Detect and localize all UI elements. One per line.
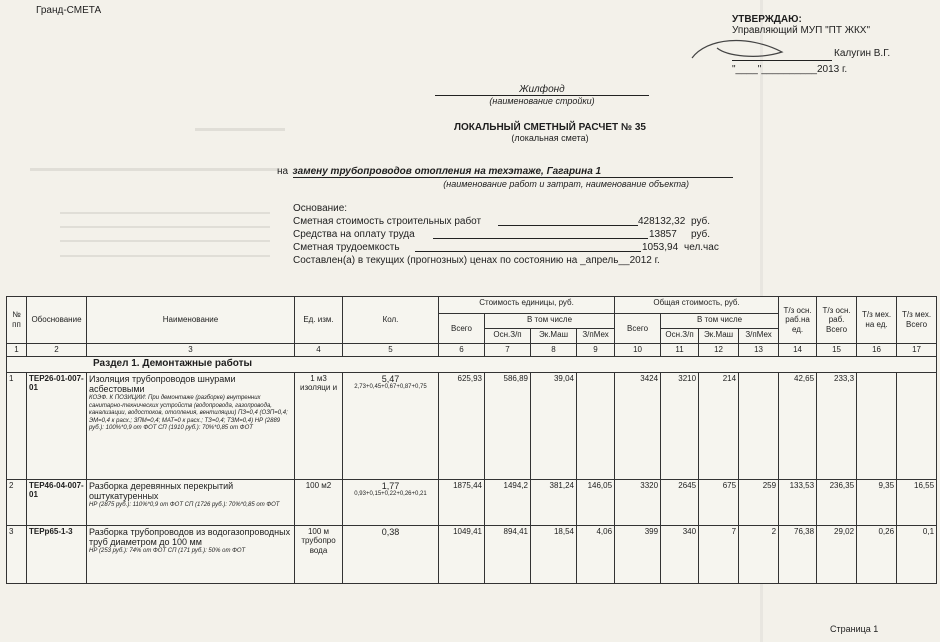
- header-unit-cost: Стоимость единицы, руб.: [439, 297, 615, 314]
- row-total-mach: 214: [699, 372, 739, 479]
- row-labor-unit: 133,53: [779, 479, 817, 525]
- row-unit-wage: 586,89: [485, 372, 531, 479]
- row-mech-unit: 9,35: [857, 479, 897, 525]
- row-mech-total: [897, 372, 937, 479]
- row-note: НР (2875 руб.): 110%*0,9 от ФОТ СП (1726 руб.): 70%*0,85 от ФОТ: [89, 502, 280, 509]
- col-number: 4: [295, 344, 343, 357]
- row-total-mach-wage: 259: [739, 479, 779, 525]
- col-number: 2: [27, 344, 87, 357]
- approve-person: Калугин В.Г.: [834, 48, 891, 59]
- row-qty: 0,38: [381, 526, 400, 537]
- prices-date: _апрель__2012 г.: [580, 255, 660, 266]
- col-number: 8: [531, 344, 577, 357]
- doc-title: ЛОКАЛЬНЫЙ СМЕТНЫЙ РАСЧЕТ № 35: [454, 122, 646, 133]
- header-unit-total: Всего: [439, 314, 485, 344]
- row-total-wage: 340: [661, 525, 699, 583]
- col-number: 16: [857, 344, 897, 357]
- row-note: КОЭФ. К ПОЗИЦИИ: При демонтаже (разборке) внутренних санитарно-технических устройств (водопровода, газопровода, канализации, водостоков, отопления, вентиляции) ПЗ=0,4 (ОЗП=0,4; ЭМ=0,4 к расх.; ЗПМ=0,4; МАТ=0 к расх.; ТЗ=0,4; ТЗМ=0,4) НР (2889 руб.): 100%*0,9 от ФОТ СП (1910 руб.): 70%*0,85 от ФОТ: [89, 395, 288, 432]
- row-total-wage: 3210: [661, 372, 699, 479]
- header-basis: Обоснование: [27, 297, 87, 344]
- work-caption: (наименование работ и затрат, наименование объекта): [443, 179, 689, 189]
- row-num: 1: [7, 372, 27, 479]
- object-caption: (наименование стройки): [489, 96, 595, 106]
- basis-block: [293, 202, 763, 267]
- row-name: Разборка деревянных перекрытий оштукатуренных: [89, 480, 234, 502]
- col-number: 17: [897, 344, 937, 357]
- header-labor-total: Т/з осн. раб. Всего: [817, 297, 857, 344]
- work-block: [277, 161, 737, 189]
- row-unit-mach-wage: 146,05: [577, 479, 615, 525]
- work-prefix: на: [277, 166, 289, 177]
- col-number: 5: [343, 344, 439, 357]
- row-code: ТЕР46-04-007-01: [27, 479, 87, 525]
- header-total-mach-wage: З/пМех: [739, 329, 779, 344]
- col-number: 9: [577, 344, 615, 357]
- row-unit: 100 м трубопро вода: [295, 525, 343, 583]
- header-num: № пп: [7, 297, 27, 344]
- row-mech-unit: [857, 372, 897, 479]
- section-title: Раздел 1. Демонтажные работы: [7, 356, 937, 372]
- page-number: Страница 1: [830, 624, 879, 634]
- row-total: 3424: [615, 372, 661, 479]
- row-unit-wage: 1494,2: [485, 479, 531, 525]
- header-mech-total: Т/з мех. Всего: [897, 297, 937, 344]
- table-row: [7, 479, 937, 525]
- row-num: 2: [7, 479, 27, 525]
- row-note: НР (253 руб.): 74% от ФОТ СП (171 руб.): 50% от ФОТ: [89, 548, 246, 555]
- row-total: 3320: [615, 479, 661, 525]
- row-qty-formula: 0,93+0,15+0,22+0,26+0,21: [354, 491, 427, 498]
- wage-value: 13857: [649, 229, 677, 240]
- row-unit-mach: 381,24: [531, 479, 577, 525]
- object-block: [435, 84, 649, 106]
- labor-value: 1053,94: [642, 242, 679, 253]
- signature-mark: [687, 30, 797, 70]
- doc-subtitle: (локальная смета): [511, 133, 589, 143]
- row-unit-mach: 18,54: [531, 525, 577, 583]
- row-total-mach-wage: 2: [739, 525, 779, 583]
- row-code: ТЕРр65-1-3: [27, 525, 87, 583]
- doc-title-block: [400, 122, 700, 143]
- scan-artifact: [195, 128, 285, 131]
- row-unit-total: 625,93: [439, 372, 485, 479]
- row-unit-wage: 894,41: [485, 525, 531, 583]
- col-number: 3: [87, 344, 295, 357]
- col-number: 11: [661, 344, 699, 357]
- scan-artifact: [60, 226, 270, 228]
- estimate-table: [6, 296, 937, 584]
- row-mech-total: 0,1: [897, 525, 937, 583]
- header-labor-unit: Т/з осн. раб.на ед.: [779, 297, 817, 344]
- col-number: 15: [817, 344, 857, 357]
- column-number-row: [7, 344, 937, 357]
- row-mech-unit: 0,26: [857, 525, 897, 583]
- table-row: [7, 525, 937, 583]
- prices-prefix: Составлен(а) в текущих (прогнозных) ценах по состоянию на: [293, 255, 578, 266]
- row-total-wage: 2645: [661, 479, 699, 525]
- row-name: Разборка трубопроводов из водогазопроводных труб диаметром до 100 мм: [89, 526, 291, 548]
- labor-label: Сметная трудоемкость: [293, 242, 400, 253]
- work-name: замену трубопроводов отопления на техэтаже, Гагарина 1: [293, 166, 733, 178]
- row-qty: 5,47: [381, 373, 400, 384]
- row-labor-unit: 42,65: [779, 372, 817, 479]
- header-total-cost: Общая стоимость, руб.: [615, 297, 779, 314]
- header-mech-unit: Т/з мех. на ед.: [857, 297, 897, 344]
- scan-artifact: [30, 168, 280, 171]
- approve-position: Управляющий МУП "ПТ ЖКХ": [732, 25, 871, 36]
- row-labor-total: 29,02: [817, 525, 857, 583]
- header-unit-incl: В том числе: [485, 314, 615, 329]
- header-total-incl: В том числе: [661, 314, 779, 329]
- scan-artifact: [60, 240, 270, 242]
- scan-artifact: [60, 212, 270, 214]
- row-total-mach: 7: [699, 525, 739, 583]
- row-labor-unit: 76,38: [779, 525, 817, 583]
- header-name: Наименование: [87, 297, 295, 344]
- wage-label: Средства на оплату труда: [293, 229, 415, 240]
- col-number: 13: [739, 344, 779, 357]
- col-number: 6: [439, 344, 485, 357]
- row-qty: 1,77: [381, 480, 400, 491]
- wage-unit: руб.: [691, 229, 711, 240]
- col-number: 14: [779, 344, 817, 357]
- row-num: 3: [7, 525, 27, 583]
- cost-value: 428132,32: [638, 216, 686, 227]
- header-unit-mach-wage: З/пМех: [577, 329, 615, 344]
- cost-label: Сметная стоимость строительных работ: [293, 216, 482, 227]
- approve-date: "____"__________2013 г.: [732, 64, 848, 75]
- row-mech-total: 16,55: [897, 479, 937, 525]
- object-name: Жилфонд: [435, 84, 649, 96]
- row-unit-total: 1875,44: [439, 479, 485, 525]
- header-total-total: Всего: [615, 314, 661, 344]
- row-total-mach-wage: [739, 372, 779, 479]
- labor-unit: чел.час: [684, 242, 719, 253]
- row-total-mach: 675: [699, 479, 739, 525]
- table-row: [7, 372, 937, 479]
- col-number: 12: [699, 344, 739, 357]
- row-labor-total: 233,3: [817, 372, 857, 479]
- program-name: Гранд-СМЕТА: [36, 5, 102, 16]
- row-unit: 100 м2: [295, 479, 343, 525]
- col-number: 7: [485, 344, 531, 357]
- row-code: ТЕР26-01-007-01: [27, 372, 87, 479]
- header-total-mach: Эк.Маш: [699, 329, 739, 344]
- approve-title: УТВЕРЖДАЮ:: [732, 14, 802, 25]
- row-qty-formula: 2,73+0,45+0,67+0,87+0,75: [354, 384, 427, 391]
- row-unit-total: 1049,41: [439, 525, 485, 583]
- approval-block: [732, 14, 932, 75]
- scan-artifact: [60, 255, 270, 257]
- header-unit: Ед. изм.: [295, 297, 343, 344]
- header-total-wage: Осн.З/п: [661, 329, 699, 344]
- col-number: 1: [7, 344, 27, 357]
- header-unit-mach: Эк.Маш: [531, 329, 577, 344]
- row-unit: 1 м3 изоляци и: [295, 372, 343, 479]
- row-name: Изоляция трубопроводов шнурами асбестовыми: [89, 373, 236, 395]
- header-qty: Кол.: [343, 297, 439, 344]
- row-unit-mach: 39,04: [531, 372, 577, 479]
- cost-unit: руб.: [691, 216, 711, 227]
- row-labor-total: 236,35: [817, 479, 857, 525]
- col-number: 10: [615, 344, 661, 357]
- header-unit-wage: Осн.З/п: [485, 329, 531, 344]
- row-unit-mach-wage: [577, 372, 615, 479]
- basis-label: Основание:: [293, 203, 348, 214]
- row-total: 399: [615, 525, 661, 583]
- row-unit-mach-wage: 4,06: [577, 525, 615, 583]
